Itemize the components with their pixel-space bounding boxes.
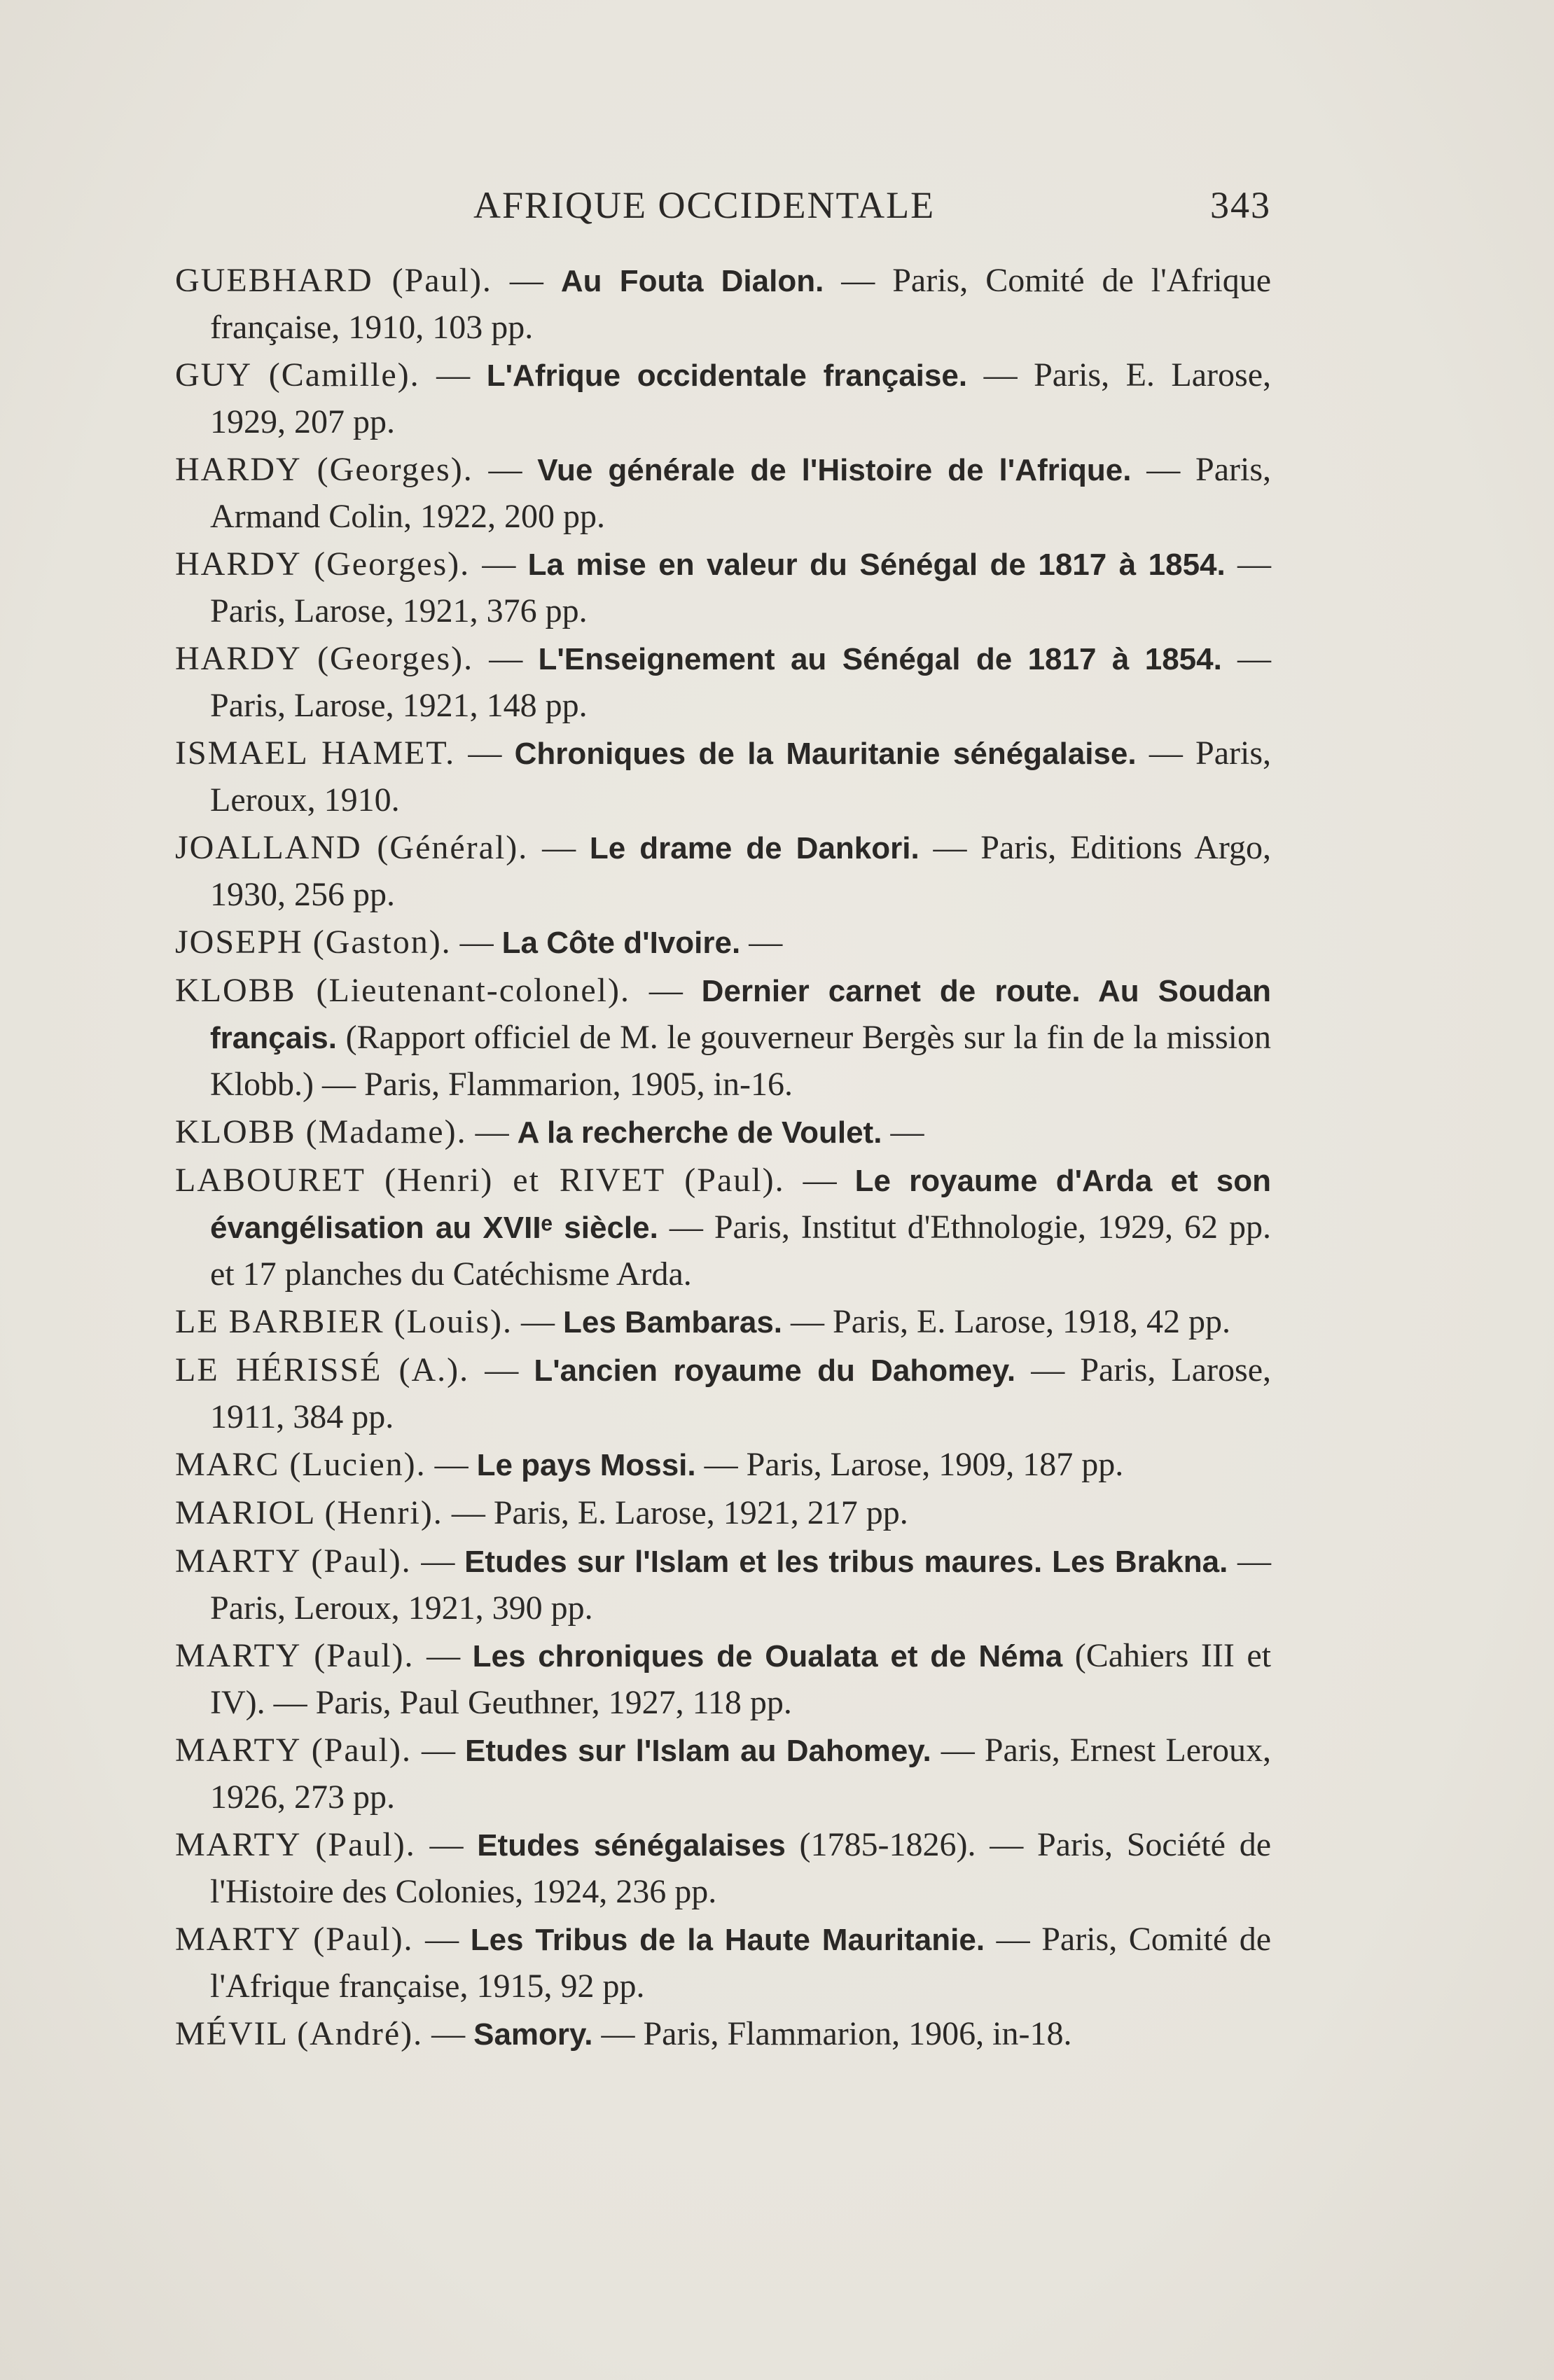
- entry-publication: — Paris, Flammarion, 1906, in-18.: [592, 2015, 1072, 2052]
- entry-publication: — Paris, Larose, 1909, 187 pp.: [695, 1446, 1124, 1483]
- bibliography-entry: [175, 1538, 1271, 1631]
- entry-publication: — Paris, Editions Argo, 1930, 256 pp.: [210, 829, 1272, 913]
- entry-author: MARTY (Paul).: [175, 1732, 412, 1769]
- entry-separator: —: [426, 1446, 477, 1483]
- bibliography-entry: [175, 1299, 1271, 1346]
- bibliography-entry: [175, 258, 1271, 351]
- entry-author: MÉVIL (André).: [175, 2015, 424, 2052]
- entry-author: KLOBB (Madame).: [175, 1113, 467, 1150]
- bibliography-list: [175, 258, 1271, 2059]
- entry-separator: —: [412, 1732, 466, 1769]
- entry-title: Le drame de Dankori.: [589, 831, 920, 865]
- entry-separator: —: [413, 1921, 471, 1958]
- entry-author: MARIOL (Henri).: [175, 1494, 443, 1531]
- page-header: [175, 183, 1271, 232]
- entry-author: LE BARBIER (Louis).: [175, 1303, 513, 1340]
- bibliography-entry: [175, 730, 1271, 823]
- entry-separator: —: [455, 735, 515, 772]
- entry-publication: Paris, E. Larose, 1921, 217 pp.: [493, 1494, 908, 1531]
- entry-separator: —: [443, 1494, 494, 1531]
- entry-separator: —: [630, 972, 702, 1009]
- entry-publication: — Paris, Institut d'Ethnologie, 1929, 62 pp. et 17 planches du Catéchisme Arda.: [210, 1209, 1271, 1293]
- entry-publication: — Paris, Leroux, 1921, 390 pp.: [210, 1543, 1272, 1627]
- entry-title: A la recherche de Voulet.: [517, 1115, 882, 1150]
- entry-separator: —: [784, 1162, 855, 1199]
- entry-title: Vue générale de l'Histoire de l'Afrique.: [537, 453, 1132, 487]
- entry-title: L'Enseignement au Sénégal de 1817 à 1854.: [538, 642, 1222, 676]
- entry-separator: —: [419, 356, 487, 394]
- entry-separator: —: [411, 1543, 465, 1580]
- entry-separator: —: [470, 545, 528, 583]
- bibliography-entry: [175, 2011, 1271, 2058]
- entry-title: Le royaume d'Arda et son évangélisation au XVIIᵉ siècle.: [210, 1164, 1272, 1245]
- entry-author: LABOURET (Henri) et RIVET (Paul).: [175, 1162, 785, 1199]
- entry-author: MARTY (Paul).: [175, 1543, 412, 1580]
- entry-title: La mise en valeur du Sénégal de 1817 à 1854.: [527, 548, 1226, 582]
- entry-separator: —: [423, 2015, 474, 2052]
- entry-title: Chroniques de la Mauritanie sénégalaise.: [514, 737, 1137, 771]
- entry-title: L'Afrique occidentale française.: [486, 359, 968, 393]
- entry-author: HARDY (Georges).: [175, 640, 474, 677]
- entry-separator: —: [466, 1113, 518, 1150]
- entry-publication: — Paris, Larose, 1921, 376 pp.: [210, 545, 1272, 629]
- bibliography-entry: [175, 541, 1271, 634]
- entry-author: MARTY (Paul).: [175, 1921, 414, 1958]
- bibliography-entry: [175, 352, 1271, 445]
- entry-publication: — Paris, Comité de l'Afrique française, 1915, 92 pp.: [210, 1921, 1271, 2005]
- entry-publication: — Paris, Armand Colin, 1922, 200 pp.: [210, 451, 1272, 535]
- entry-title: Les Bambaras.: [562, 1305, 783, 1339]
- entry-author: MARTY (Paul).: [175, 1637, 415, 1674]
- entry-author: ISMAEL HAMET.: [175, 735, 456, 772]
- entry-publication: — Paris, Ernest Leroux, 1926, 273 pp.: [210, 1732, 1272, 1816]
- entry-title: Les chroniques de Oualata et de Néma: [472, 1639, 1063, 1673]
- entry-author: KLOBB (Lieutenant-colonel).: [175, 972, 630, 1009]
- bibliography-entry: [175, 968, 1271, 1108]
- entry-author: HARDY (Georges).: [175, 545, 471, 583]
- entry-separator: —: [415, 1826, 478, 1863]
- entry-separator: —: [414, 1637, 473, 1674]
- bibliography-entry: [175, 1822, 1271, 1915]
- entry-publication: — Paris, E. Larose, 1918, 42 pp.: [782, 1303, 1230, 1340]
- entry-title: L'ancien royaume du Dahomey.: [534, 1353, 1016, 1388]
- entry-publication: (Rapport officiel de M. le gouverneur Bergès sur la fin de la mission Klobb.) — Paris, Flammarion, 1905, in-16.: [210, 1019, 1271, 1103]
- entry-separator: —: [473, 640, 539, 677]
- entry-author: MARTY (Paul).: [175, 1826, 416, 1863]
- entry-author: JOSEPH (Gaston).: [175, 924, 452, 961]
- entry-author: GUEBHARD (Paul).: [175, 262, 492, 299]
- entry-publication: —: [882, 1113, 924, 1150]
- entry-title: Etudes sur l'Islam au Dahomey.: [465, 1734, 931, 1768]
- entry-separator: —: [528, 829, 590, 866]
- page-number: 343: [1210, 184, 1271, 226]
- entry-title: Etudes sénégalaises: [477, 1828, 786, 1863]
- entry-publication: — Paris, Larose, 1921, 148 pp.: [210, 640, 1272, 724]
- entry-publication: — Paris, Comité de l'Afrique française, 1910, 103 pp.: [210, 262, 1272, 346]
- entry-separator: —: [512, 1303, 563, 1340]
- entry-author: HARDY (Georges).: [175, 451, 473, 488]
- bibliography-entry: [175, 1442, 1271, 1489]
- entry-title: Samory.: [473, 2017, 593, 2052]
- bibliography-entry: [175, 1633, 1271, 1726]
- entry-separator: —: [469, 1351, 534, 1389]
- entry-title: Au Fouta Dialon.: [560, 264, 824, 298]
- bibliography-entry: [175, 636, 1271, 729]
- entry-author: LE HÉRISSÉ (A.).: [175, 1351, 470, 1389]
- entry-separator: —: [451, 924, 502, 961]
- entry-publication: (Cahiers III et IV). — Paris, Paul Geuthner, 1927, 118 pp.: [210, 1637, 1272, 1721]
- entry-separator: —: [492, 262, 561, 299]
- bibliography-entry: [175, 1490, 1271, 1537]
- bibliography-entry: [175, 919, 1271, 966]
- entry-publication: — Paris, E. Larose, 1929, 207 pp.: [210, 356, 1272, 440]
- entry-title: Etudes sur l'Islam et les tribus maures. Les Brakna.: [464, 1545, 1228, 1579]
- entry-publication: — Paris, Larose, 1911, 384 pp.: [210, 1351, 1272, 1435]
- entry-publication: —: [740, 924, 783, 961]
- bibliography-entry: [175, 1727, 1271, 1821]
- entry-title: Dernier carnet de route. Au Soudan français.: [210, 974, 1272, 1055]
- bibliography-entry: [175, 1157, 1271, 1297]
- entry-title: La Côte d'Ivoire.: [501, 926, 741, 960]
- entry-separator: —: [473, 451, 538, 488]
- bibliography-entry: [175, 1916, 1271, 2010]
- entry-publication: — Paris, Leroux, 1910.: [210, 735, 1272, 819]
- entry-author: GUY (Camille).: [175, 356, 420, 394]
- entry-title: Le pays Mossi.: [476, 1448, 696, 1482]
- entry-author: MARC (Lucien).: [175, 1446, 426, 1483]
- running-title: AFRIQUE OCCIDENTALE: [473, 184, 936, 226]
- bibliography-entry: [175, 447, 1271, 540]
- entry-author: JOALLAND (Général).: [175, 829, 529, 866]
- entry-title: Les Tribus de la Haute Mauritanie.: [470, 1923, 985, 1957]
- bibliography-entry: [175, 825, 1271, 918]
- entry-publication: (1785-1826). — Paris, Société de l'Histoire des Colonies, 1924, 236 pp.: [210, 1826, 1272, 1910]
- bibliography-entry: [175, 1347, 1271, 1440]
- bibliography-entry: [175, 1109, 1271, 1156]
